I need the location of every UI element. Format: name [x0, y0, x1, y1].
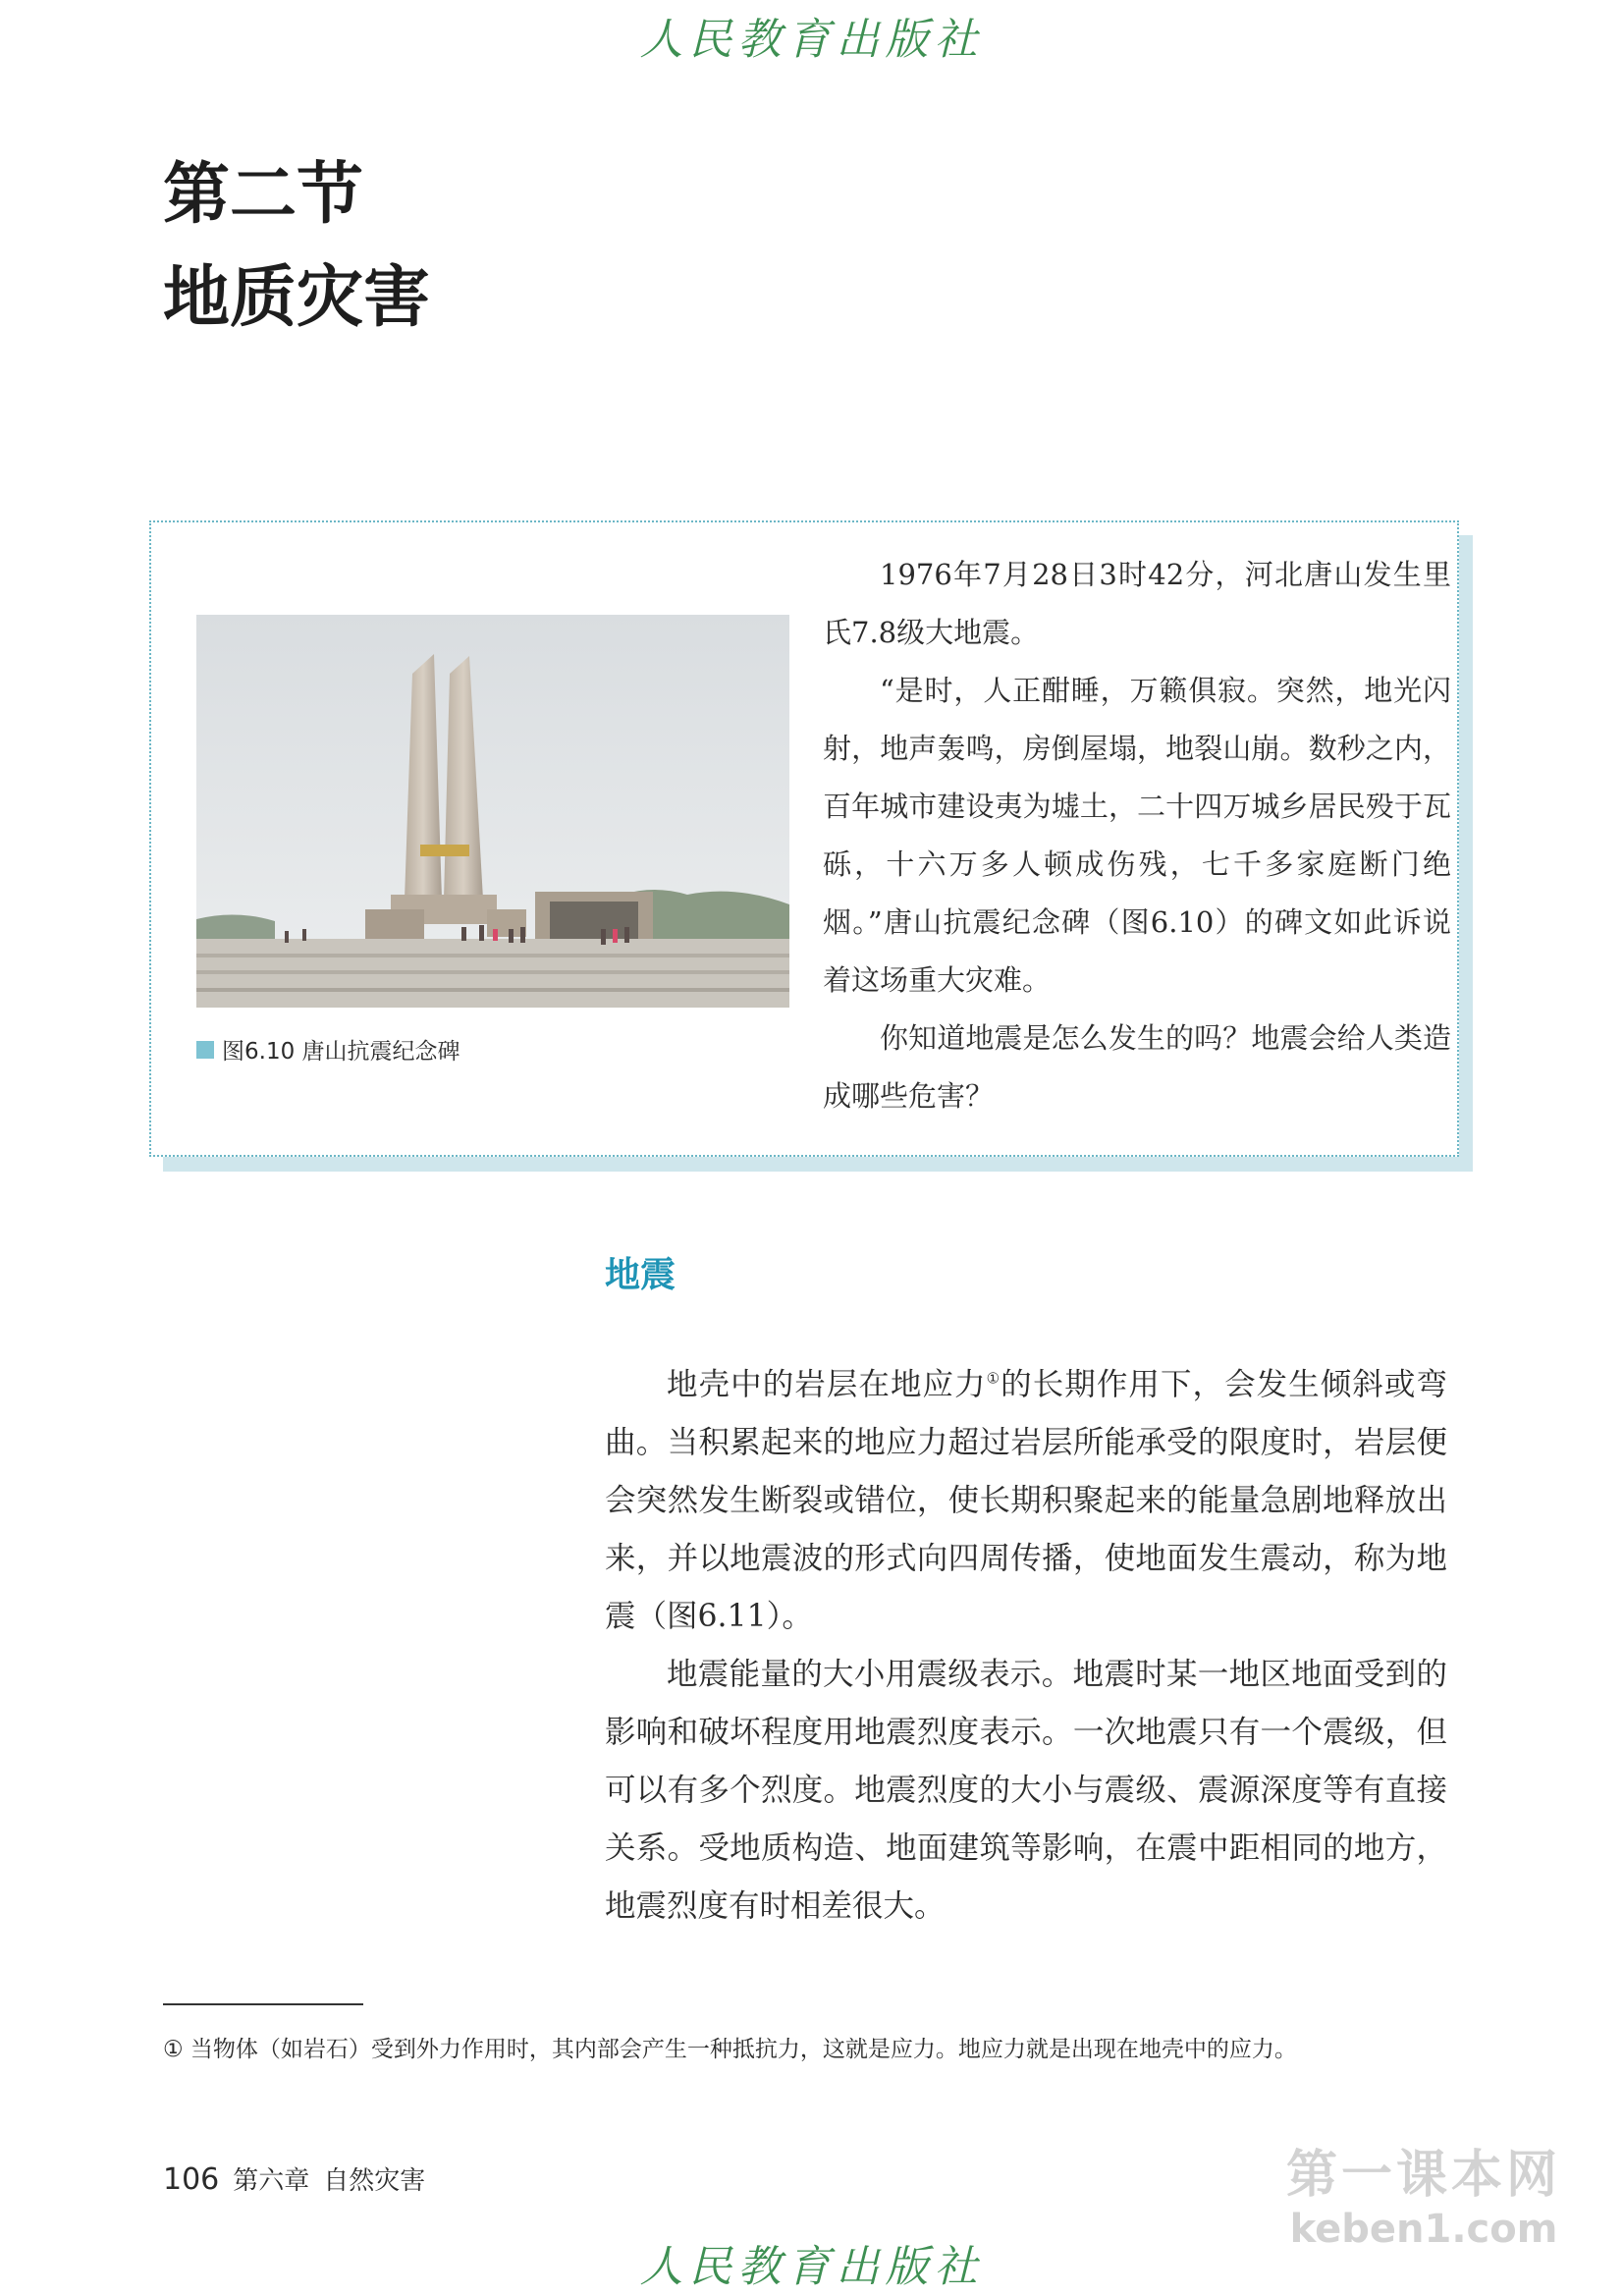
section-title: 地质灾害 — [163, 259, 431, 337]
footnote-divider — [163, 2003, 363, 2005]
chapter-number: 第六章 — [233, 2166, 310, 2196]
earthquake-paragraph-1 — [605, 1356, 1447, 1646]
publisher-footer: 人民教育出版社 — [639, 2242, 984, 2292]
intro-text — [823, 546, 1451, 1125]
watermark-line-2: keben1.com — [1289, 2207, 1558, 2252]
figure-caption-text: 图6.10 唐山抗震纪念碑 — [222, 1039, 460, 1065]
intro-paragraph-3: 你知道地震是怎么发生的吗？地震会给人类造成哪些危害？ — [823, 1021, 1451, 1113]
earthquake-heading: 地震 — [605, 1255, 676, 1295]
p1-text-start: 地壳中的岩层在地应力 — [667, 1367, 987, 1402]
chapter-title: 自然灾害 — [323, 2166, 426, 2196]
intro-paragraph-1: 1976年7月28日3时42分，河北唐山发生里氏7.8级大地震。 — [823, 558, 1451, 649]
earthquake-paragraph-2: 地震能量的大小用震级表示。地震时某一地区地面受到的影响和破坏程度用地震烈度表示。一次地震只有一个震级，但可以有多个烈度。地震烈度的大小与震级、震源深度等有直接关系。受地质构造、地面建筑等影响，在震中距相同的地方，地震烈度有时相差很大。 — [605, 1657, 1447, 1924]
publisher-header: 人民教育出版社 — [639, 15, 984, 65]
memorial-photo — [196, 615, 789, 1008]
figure-caption — [196, 1033, 460, 1066]
intro-paragraph-2: “是时，人正酣睡，万籁俱寂。突然，地光闪射，地声轰鸣，房倒屋塌，地裂山崩。数秒之内，百年城市建设夷为墟土，二十四万城乡居民殁于瓦砾，十六万多人顿成伤残，七千多家庭断门绝烟。”唐山抗震纪念碑（图6.10）的碑文如此诉说着这场重大灾难。 — [823, 674, 1451, 997]
caption-marker-icon — [196, 1041, 214, 1059]
section-number: 第二节 — [163, 156, 364, 234]
footnote: ① 当物体（如岩石）受到外力作用时，其内部会产生一种抵抗力，这就是应力。地应力就是出现在地壳中的应力。 — [163, 2037, 1297, 2062]
page-number: 106 — [163, 2162, 220, 2197]
watermark-line-1: 第一课本网 — [1285, 2146, 1561, 2205]
footnote-marker: ① — [986, 1369, 1001, 1388]
page-footer — [163, 2160, 425, 2197]
p1-text-end: 的长期作用下，会发生倾斜或弯曲。当积累起来的地应力超过岩层所能承受的限度时，岩层便会突然发生断裂或错位，使长期积聚起来的能量急剧地释放出来，并以地震波的形式向四周传播，使地面发生震动，称为地震（图6.11）。 — [605, 1367, 1447, 1634]
earthquake-body — [605, 1356, 1447, 1936]
